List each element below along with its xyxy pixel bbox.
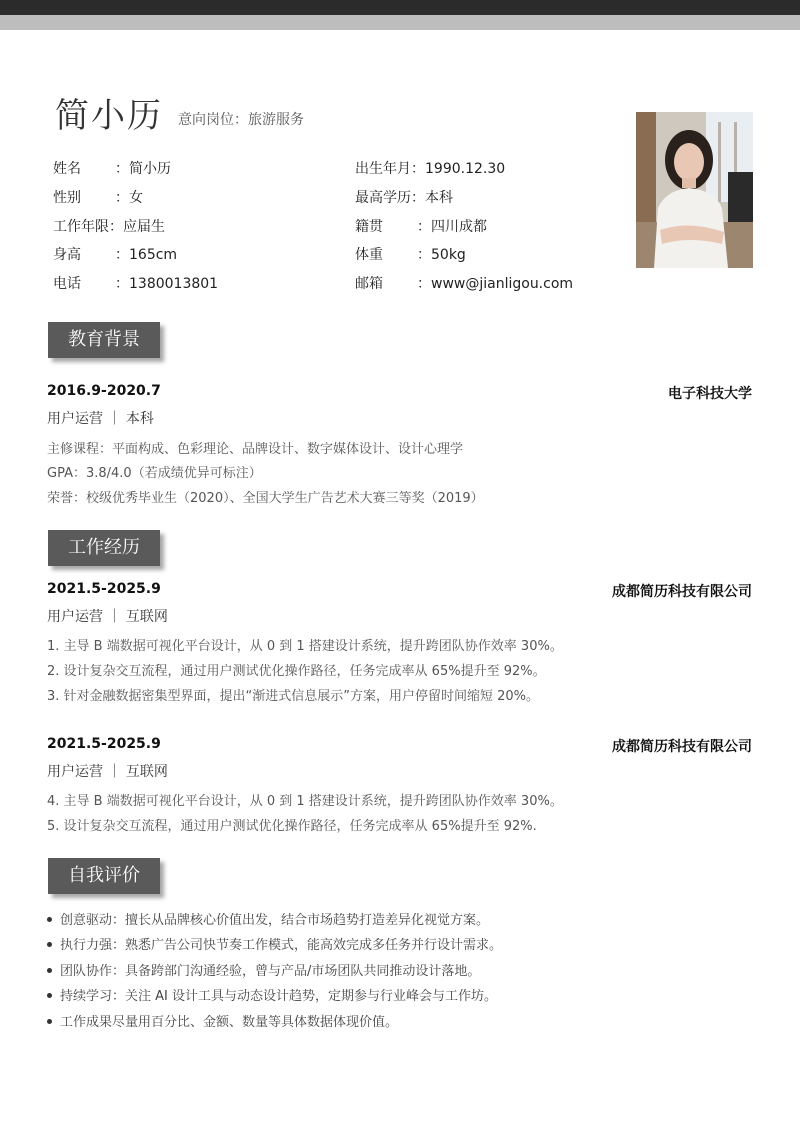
- info-label: 出生年月: [355, 161, 411, 177]
- info-label: 工作年限: [53, 219, 109, 235]
- self-item: 创意驱动：擅长从品牌核心价值出发，结合市场趋势打造差异化视觉方案。: [47, 909, 489, 928]
- section-education: 教育背景: [48, 322, 160, 358]
- work-item: 4. 主导 B 端数据可视化平台设计，从 0 到 1 搭建设计系统，提升跨团队协作效率 30%。: [47, 794, 563, 809]
- info-value: 女: [129, 190, 143, 206]
- info-phone: 电话 ：1380013801: [53, 273, 218, 293]
- bullet-icon: [47, 1019, 52, 1024]
- info-value: 165cm: [129, 247, 178, 263]
- section-self-evaluation: 自我评价: [48, 858, 160, 894]
- work-item: 5. 设计复杂交互流程，通过用户测试优化操作路径，任务完成率从 65%提升至 92%.: [47, 819, 537, 834]
- info-email: 邮箱 ：www@jianligou.com: [355, 273, 573, 293]
- education-courses: 主修课程：平面构成、色彩理论、品牌设计、数字媒体设计、设计心理学: [47, 442, 464, 457]
- self-item: 持续学习：关注 AI 设计工具与动态设计趋势，定期参与行业峰会与工作坊。: [47, 985, 497, 1004]
- info-label: 身高: [53, 247, 81, 263]
- profile-photo-illustration: [636, 112, 753, 268]
- self-item: 团队协作：具备跨部门沟通经验，曾与产品/市场团队共同推动设计落地。: [47, 960, 480, 979]
- info-value: 四川成都: [431, 219, 487, 235]
- resume-name: 简小历: [55, 96, 163, 136]
- info-label: 籍贯: [355, 219, 383, 235]
- work-role: 用户运营 ｜ 互联网: [47, 764, 168, 780]
- info-birth: 出生年月：1990.12.30: [355, 158, 505, 178]
- education-period: 2016.9-2020.7: [47, 383, 161, 399]
- info-value: 50kg: [431, 247, 466, 263]
- work-period: 2021.5-2025.9: [47, 736, 161, 752]
- bullet-icon: [47, 993, 52, 998]
- bullet-icon: [47, 942, 52, 947]
- info-value: 简小历: [129, 161, 171, 177]
- education-gpa: GPA：3.8/4.0（若成绩优异可标注）: [47, 466, 262, 481]
- bullet-icon: [47, 968, 52, 973]
- work-item: 1. 主导 B 端数据可视化平台设计，从 0 到 1 搭建设计系统，提升跨团队协作效率 30%。: [47, 639, 563, 654]
- info-weight: 体重 ：50kg: [355, 244, 466, 264]
- info-label: 姓名: [53, 161, 81, 177]
- info-education: 最高学历：本科: [355, 187, 453, 207]
- self-item: 执行力强：熟悉广告公司快节奏工作模式，能高效完成多任务并行设计需求。: [47, 934, 502, 953]
- info-hometown: 籍贯 ：四川成都: [355, 216, 487, 236]
- info-label: 邮箱: [355, 276, 383, 292]
- info-name: 姓名 ：简小历: [53, 158, 171, 178]
- info-label: 最高学历: [355, 190, 411, 206]
- top-dark-bar: [0, 0, 800, 15]
- work-period: 2021.5-2025.9: [47, 581, 161, 597]
- education-school: 电子科技大学: [668, 386, 752, 402]
- info-label: 性别: [53, 190, 81, 206]
- info-label: 电话: [53, 276, 81, 292]
- intended-position: 意向岗位：旅游服务: [178, 112, 304, 128]
- info-height: 身高 ：165cm: [53, 244, 177, 264]
- education-major: 用户运营 ｜ 本科: [47, 411, 154, 427]
- info-value: 本科: [425, 190, 453, 206]
- self-item: 工作成果尽量用百分比、金额、数量等具体数据体现价值。: [47, 1011, 398, 1030]
- info-work-years: 工作年限：应届生: [53, 216, 165, 236]
- section-work: 工作经历: [48, 530, 160, 566]
- education-honors: 荣誉：校级优秀毕业生（2020）、全国大学生广告艺术大赛三等奖（2019）: [47, 491, 484, 506]
- bullet-icon: [47, 917, 52, 922]
- top-gray-bar: [0, 15, 800, 30]
- info-gender: 性别 ：女: [53, 187, 143, 207]
- work-role: 用户运营 ｜ 互联网: [47, 609, 168, 625]
- work-item: 2. 设计复杂交互流程，通过用户测试优化操作路径，任务完成率从 65%提升至 92%。: [47, 664, 546, 679]
- info-value: www@jianligou.com: [431, 276, 574, 292]
- info-label: 体重: [355, 247, 383, 263]
- info-value: 应届生: [123, 219, 165, 235]
- info-value: 1990.12.30: [425, 161, 506, 177]
- work-item: 3. 针对金融数据密集型界面，提出“渐进式信息展示”方案，用户停留时间缩短 20%。: [47, 689, 540, 704]
- work-company: 成都简历科技有限公司: [612, 739, 752, 755]
- profile-photo: [636, 112, 753, 268]
- work-company: 成都简历科技有限公司: [612, 584, 752, 600]
- info-value: 1380013801: [129, 276, 219, 292]
